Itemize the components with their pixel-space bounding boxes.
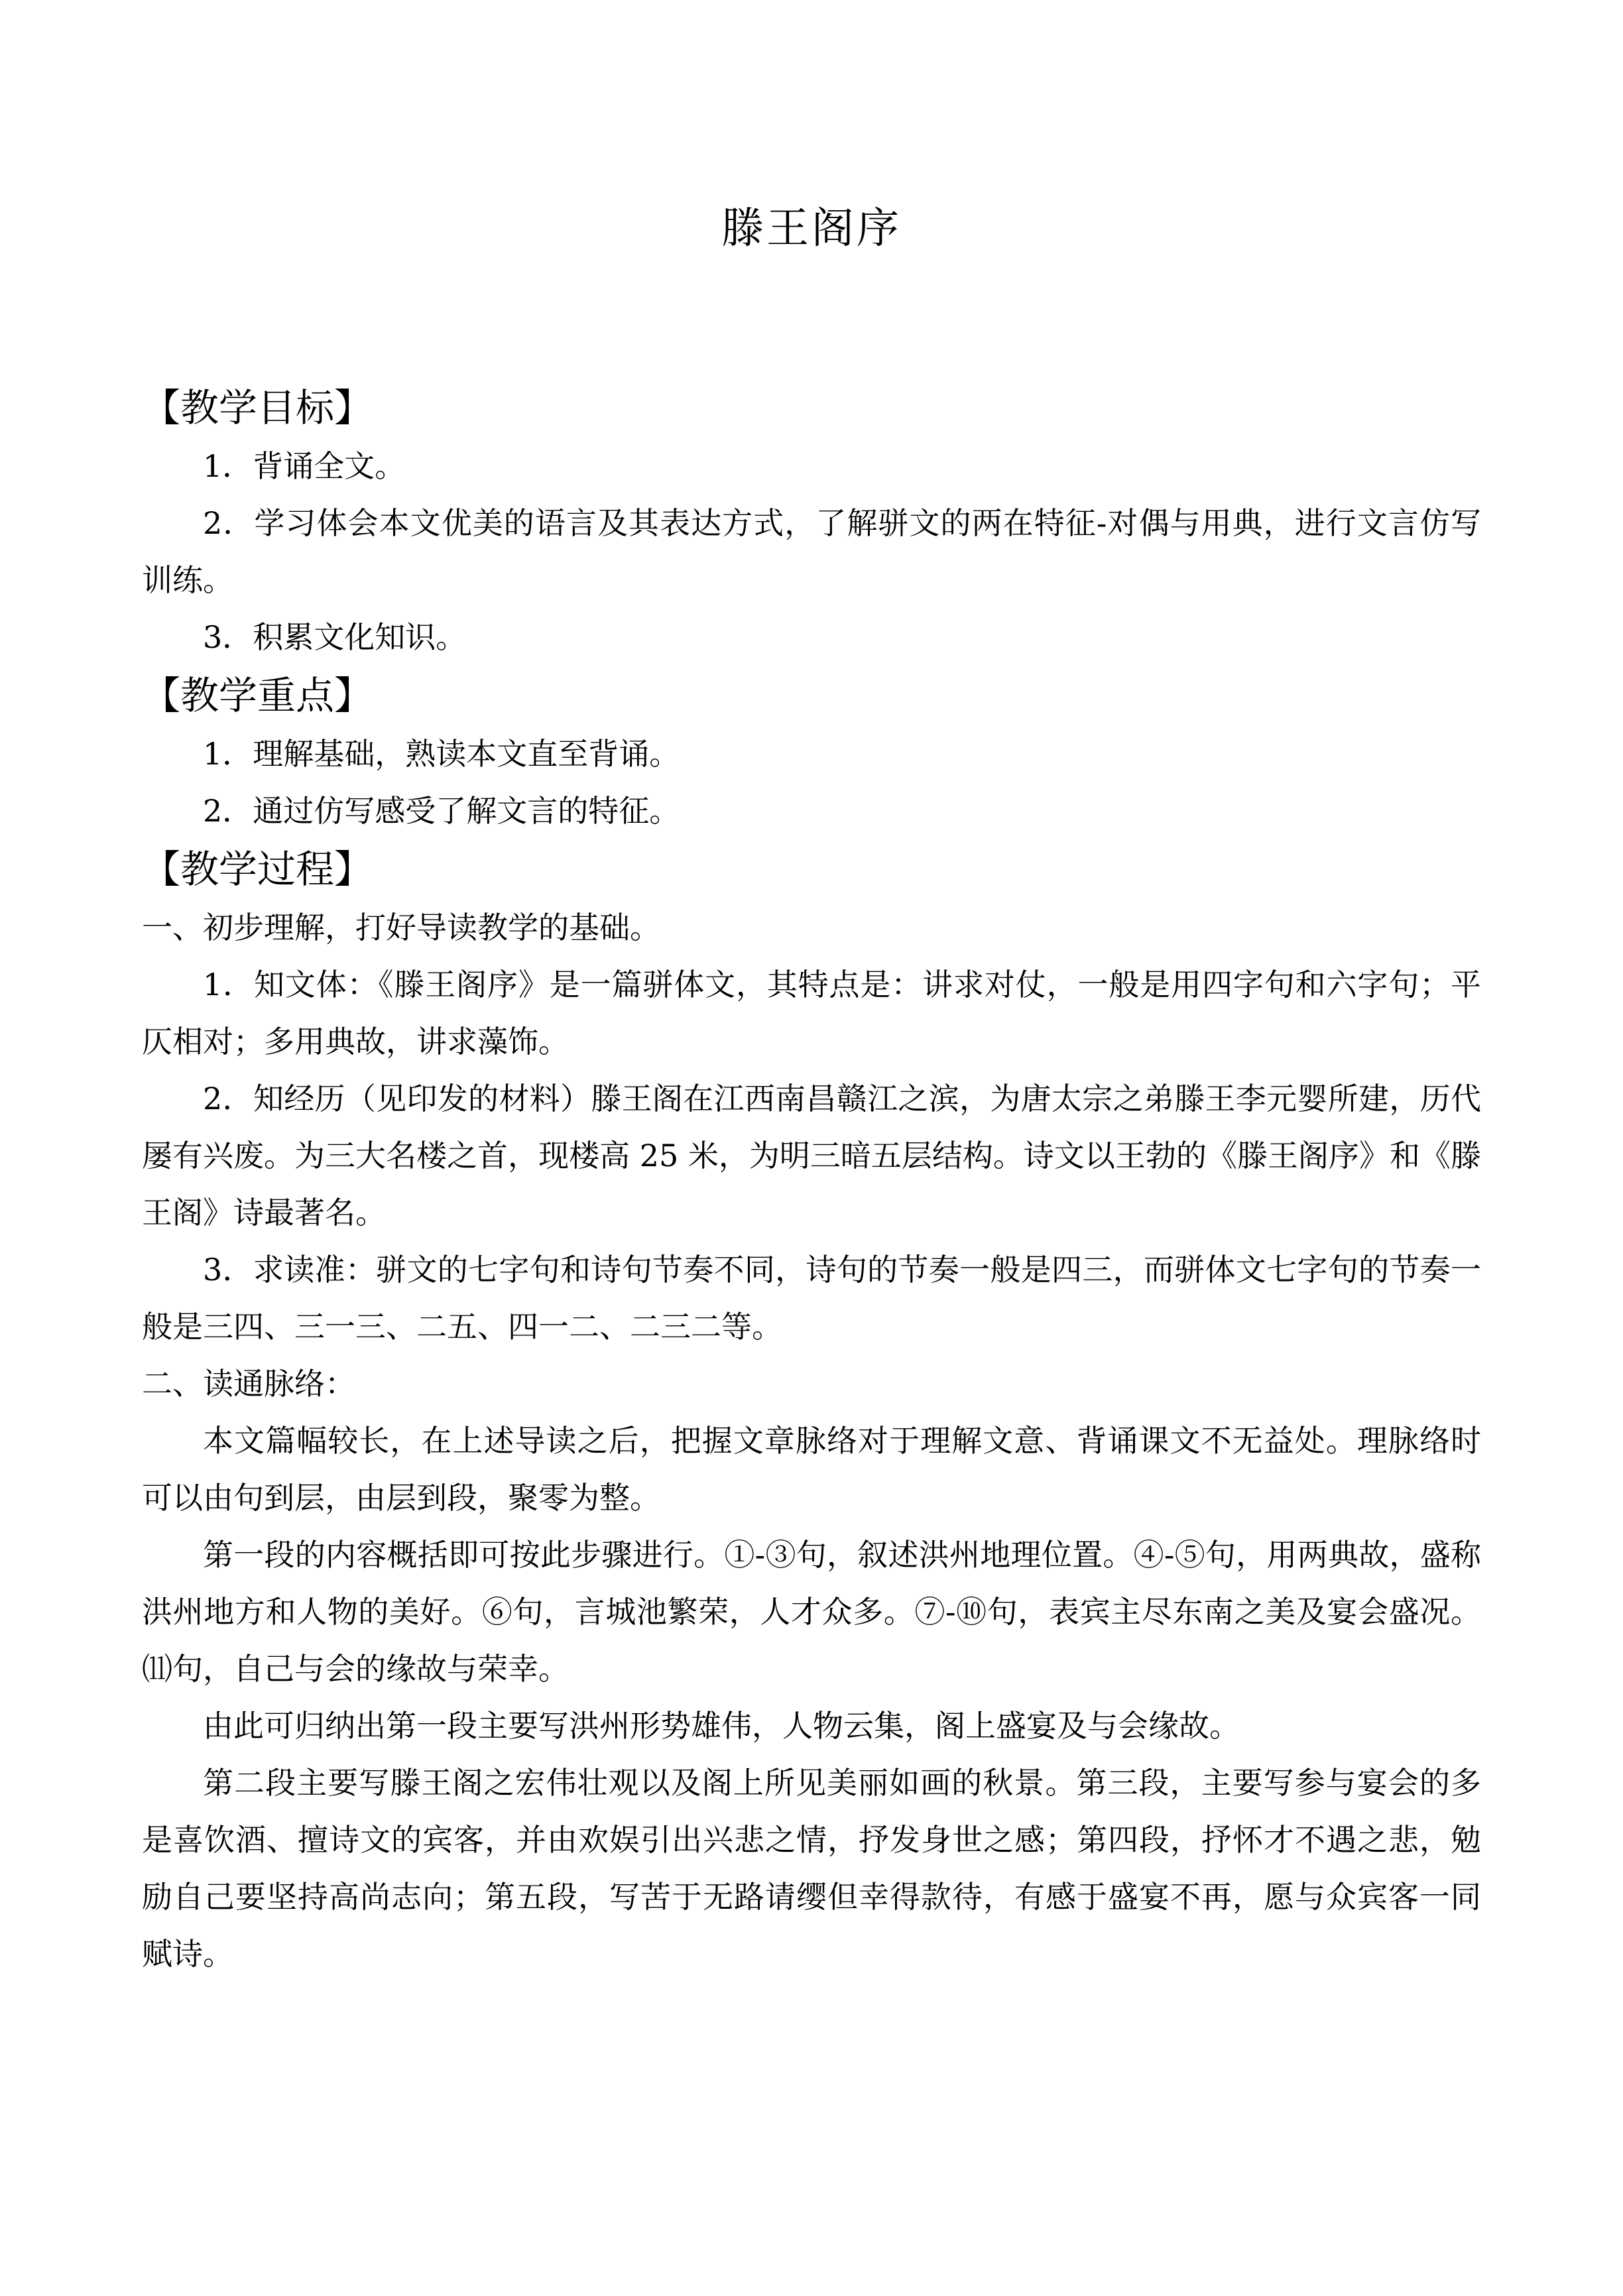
process-section-2-paragraph-1: 本文篇幅较长，在上述导读之后，把握文章脉络对于理解文意、背诵课文不无益处。理脉络时可以由句到层，由层到段，聚零为整。 bbox=[142, 1423, 1481, 1516]
document-body bbox=[142, 378, 1481, 1982]
process-section-1-heading: 一、初步理解，打好导读教学的基础。 bbox=[142, 910, 660, 945]
process-section-2-paragraph-4: 第二段主要写滕王阁之宏伟壮观以及阁上所见美丽如画的秋景。第三段，主要写参与宴会的多是喜饮酒、擅诗文的宾客，并由欢娱引出兴悲之情，抒发身世之感；第四段，抒怀才不遇之悲，勉励自己要坚持高尚志向；第五段，写苦于无路请缨但幸得款待，有感于盛宴不再，愿与众宾客一同赋诗。 bbox=[142, 1765, 1481, 1972]
process-section-2-heading: 二、读通脉络： bbox=[142, 1366, 355, 1402]
process-section-2-paragraph-2: 第一段的内容概括即可按此步骤进行。①-③句，叙述洪州地理位置。④-⑤句，用两典故，盛称洪州地方和人物的美好。⑥句，言城池繁荣，人才众多。⑦-⑩句，表宾主尽东南之美及宴会盛况。⑾句，自己与会的缘故与荣幸。 bbox=[142, 1537, 1481, 1687]
process-section-1-item-2: 2．知经历（见印发的材料）滕王阁在江西南昌赣江之滨，为唐太宗之弟滕王李元婴所建，历代屡有兴废。为三大名楼之首，现楼高 25 米，为明三暗五层结构。诗文以王勃的《滕王阁序》和《滕王阁》诗最著名。 bbox=[142, 1081, 1481, 1231]
process-section-2-paragraph-3: 由此可归纳出第一段主要写洪州形势雄伟，人物云集，阁上盛宴及与会缘故。 bbox=[203, 1708, 1240, 1744]
key-points-heading: 【教学重点】 bbox=[142, 673, 373, 718]
process-heading: 【教学过程】 bbox=[142, 847, 373, 892]
objective-item-3: 3．积累文化知识。 bbox=[203, 619, 467, 655]
process-section-1-item-1: 1．知文体：《滕王阁序》是一篇骈体文，其特点是：讲求对仗，一般是用四字句和六字句；平仄相对；多用典故，讲求藻饰。 bbox=[142, 967, 1481, 1059]
key-point-item-2: 2．通过仿写感受了解文言的特征。 bbox=[203, 793, 680, 829]
objective-item-2: 2．学习体会本文优美的语言及其表达方式，了解骈文的两在特征-对偶与用典，进行文言仿写训练。 bbox=[142, 505, 1481, 598]
objective-item-1: 1．背诵全文。 bbox=[203, 448, 406, 484]
key-point-item-1: 1．理解基础，熟读本文直至背诵。 bbox=[203, 736, 680, 772]
process-section-1-item-3: 3．求读准：骈文的七字句和诗句节奏不同，诗句的节奏一般是四三，而骈体文七字句的节奏一般是三四、三一三、二五、四一二、二三二等。 bbox=[142, 1252, 1481, 1345]
document-title: 滕王阁序 bbox=[721, 204, 902, 253]
objectives-heading: 【教学目标】 bbox=[142, 385, 373, 430]
